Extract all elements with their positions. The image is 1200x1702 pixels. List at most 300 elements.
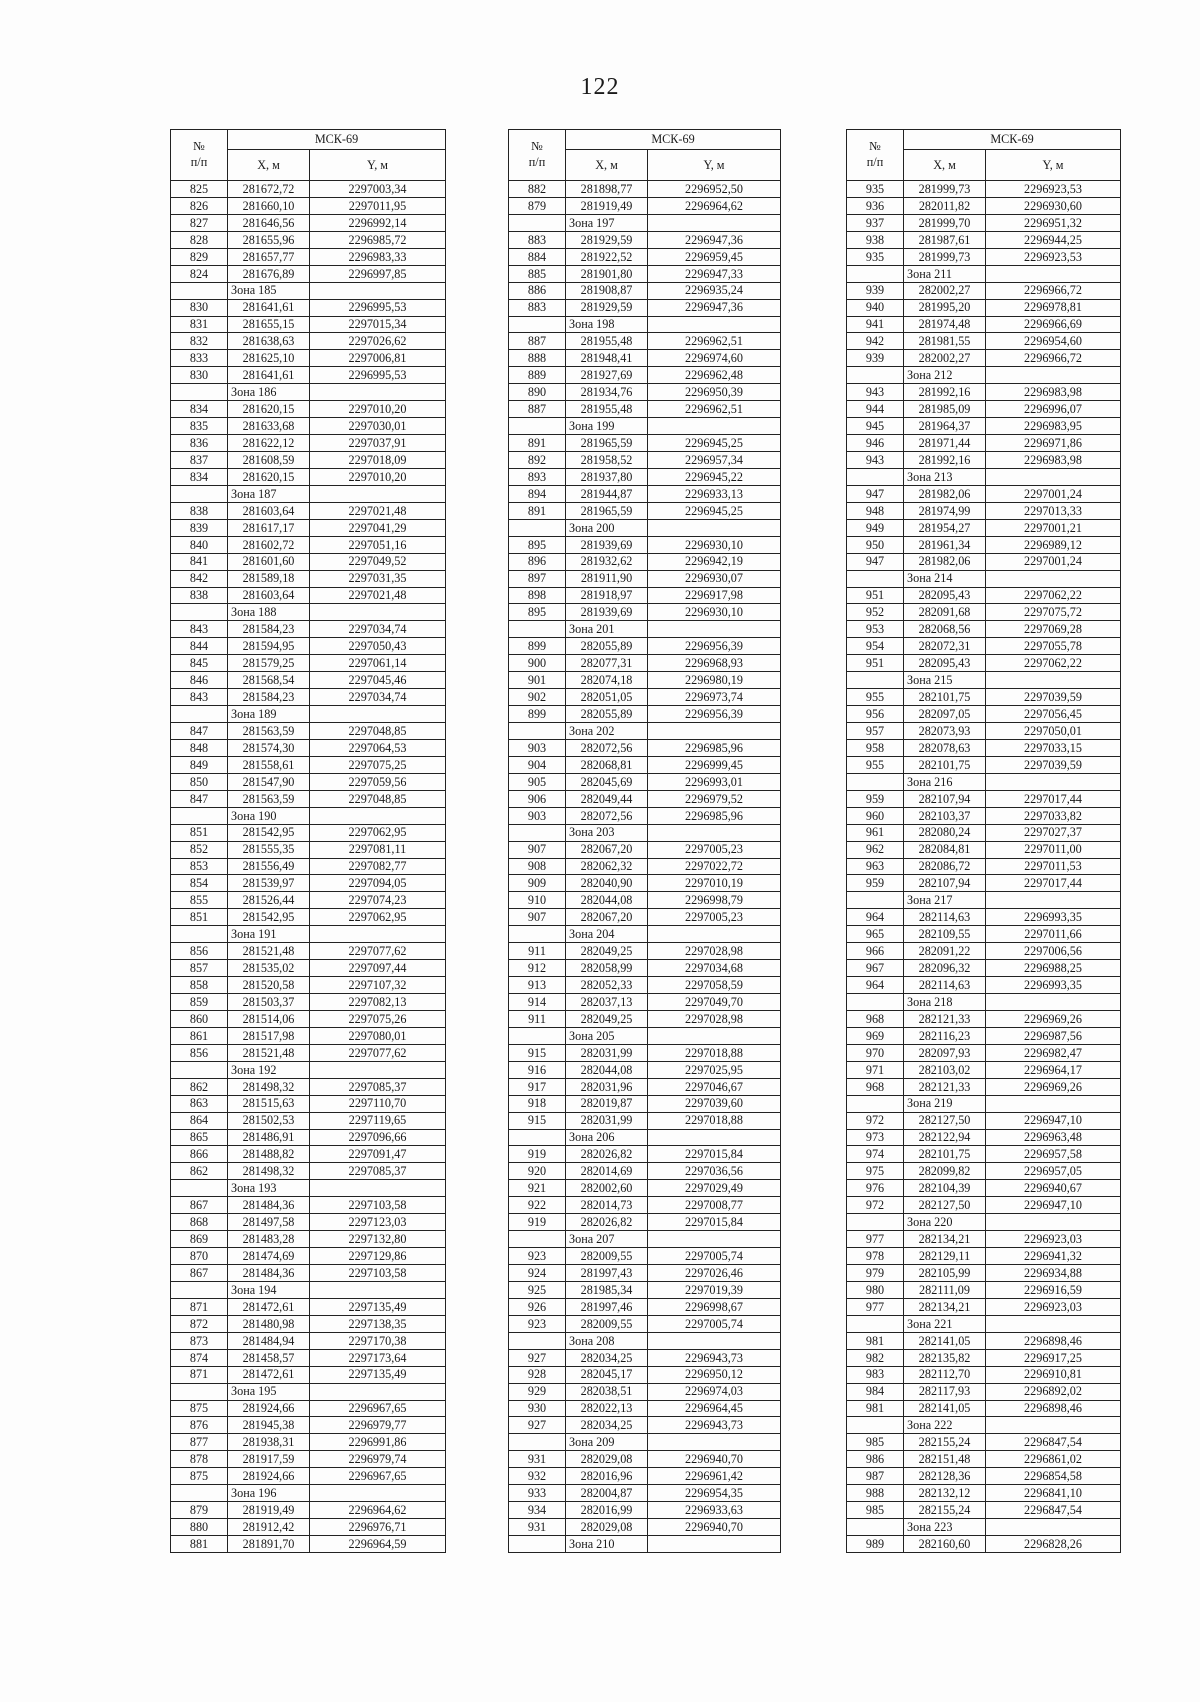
x-coordinate-cell: 282058,99	[566, 960, 648, 977]
table-row	[509, 1281, 781, 1298]
y-coordinate-cell: 2296934,88	[986, 1265, 1121, 1282]
x-coordinate-cell: 282116,23	[904, 1027, 986, 1044]
y-coordinate-cell	[648, 926, 781, 943]
point-number-cell: 952	[847, 604, 904, 621]
point-number-cell: 957	[847, 723, 904, 740]
table-row	[171, 1095, 446, 1112]
zone-label-cell: Зона 190	[228, 807, 310, 824]
table-row	[171, 1265, 446, 1282]
y-coordinate-cell	[648, 1231, 781, 1248]
y-coordinate-cell: 2297010,20	[310, 468, 446, 485]
point-number-cell: 902	[509, 689, 566, 706]
y-coordinate-cell: 2296983,33	[310, 248, 446, 265]
point-number-cell: 964	[847, 909, 904, 926]
table-row	[847, 926, 1121, 943]
zone-label-cell: Зона 218	[904, 994, 986, 1011]
y-coordinate-cell: 2297074,23	[310, 892, 446, 909]
y-coordinate-cell: 2297049,52	[310, 553, 446, 570]
x-coordinate-cell: 281603,64	[228, 587, 310, 604]
x-coordinate-cell: 281556,49	[228, 858, 310, 875]
y-coordinate-cell	[986, 1417, 1121, 1434]
table-row	[847, 824, 1121, 841]
point-number-cell: 875	[171, 1468, 228, 1485]
zone-label-cell: Зона 223	[904, 1519, 986, 1536]
y-coordinate-cell: 2296997,85	[310, 265, 446, 282]
y-coordinate-cell: 2296945,25	[648, 502, 781, 519]
x-coordinate-cell: 281608,59	[228, 452, 310, 469]
point-number-cell: 969	[847, 1027, 904, 1044]
zone-row	[509, 316, 781, 333]
x-coordinate-cell: 282067,20	[566, 909, 648, 926]
y-coordinate-cell: 2296940,70	[648, 1519, 781, 1536]
x-coordinate-cell: 281484,94	[228, 1332, 310, 1349]
y-coordinate-cell: 2296961,42	[648, 1468, 781, 1485]
x-coordinate-cell: 281922,52	[566, 248, 648, 265]
table-body	[847, 181, 1121, 1553]
x-coordinate-cell: 282109,55	[904, 926, 986, 943]
table-row	[509, 384, 781, 401]
y-coordinate-cell: 2297039,59	[986, 756, 1121, 773]
x-coordinate-cell: 282031,96	[566, 1078, 648, 1095]
zone-label-cell: Зона 187	[228, 485, 310, 502]
x-coordinate-cell: 281965,59	[566, 502, 648, 519]
y-coordinate-cell: 2296983,98	[986, 452, 1121, 469]
y-coordinate-cell: 2297080,01	[310, 1027, 446, 1044]
point-number-cell: 964	[847, 977, 904, 994]
table-row	[171, 299, 446, 316]
zone-row	[847, 892, 1121, 909]
point-number-cell: 934	[509, 1502, 566, 1519]
point-number-cell: 897	[509, 570, 566, 587]
point-number-cell: 864	[171, 1112, 228, 1129]
x-coordinate-cell: 281901,80	[566, 265, 648, 282]
y-coordinate-cell	[310, 1061, 446, 1078]
y-coordinate-cell: 2296954,60	[986, 333, 1121, 350]
x-coordinate-cell: 281526,44	[228, 892, 310, 909]
table-row	[509, 1163, 781, 1180]
x-coordinate-cell: 281488,82	[228, 1146, 310, 1163]
table-row	[847, 1061, 1121, 1078]
point-number-cell: 938	[847, 231, 904, 248]
point-number-cell: 874	[171, 1349, 228, 1366]
table-row	[847, 384, 1121, 401]
point-number-cell: 891	[509, 435, 566, 452]
y-coordinate-cell: 2297094,05	[310, 875, 446, 892]
table-row	[171, 858, 446, 875]
x-coordinate-cell: 281997,43	[566, 1265, 648, 1282]
point-number-cell: 958	[847, 739, 904, 756]
table-row	[171, 994, 446, 1011]
x-coordinate-cell: 281515,63	[228, 1095, 310, 1112]
x-coordinate-cell: 282097,05	[904, 706, 986, 723]
x-coordinate-cell: 282040,90	[566, 875, 648, 892]
point-number-cell: 919	[509, 1146, 566, 1163]
x-coordinate-cell: 281568,54	[228, 672, 310, 689]
point-number-cell	[509, 214, 566, 231]
y-coordinate-cell: 2297036,56	[648, 1163, 781, 1180]
point-number-cell: 890	[509, 384, 566, 401]
table-row	[171, 1078, 446, 1095]
zone-row	[171, 1180, 446, 1197]
table-row	[509, 1010, 781, 1027]
point-number-cell: 825	[171, 181, 228, 198]
y-coordinate-cell: 2296933,13	[648, 485, 781, 502]
table-row	[847, 502, 1121, 519]
y-coordinate-cell: 2296978,81	[986, 299, 1121, 316]
table-row	[847, 1231, 1121, 1248]
point-number-cell: 877	[171, 1434, 228, 1451]
table-row	[847, 333, 1121, 350]
table-row	[171, 401, 446, 418]
y-coordinate-cell: 2297015,84	[648, 1214, 781, 1231]
y-coordinate-cell: 2296962,48	[648, 367, 781, 384]
table-row	[171, 214, 446, 231]
table-row	[171, 1519, 446, 1536]
point-number-cell: 978	[847, 1248, 904, 1265]
x-coordinate-cell: 281939,69	[566, 604, 648, 621]
table-row	[171, 1044, 446, 1061]
y-coordinate-cell: 2297005,74	[648, 1248, 781, 1265]
point-number-cell: 939	[847, 282, 904, 299]
x-coordinate-cell: 282077,31	[566, 655, 648, 672]
table-row	[171, 553, 446, 570]
y-coordinate-cell: 2297039,60	[648, 1095, 781, 1112]
point-number-cell: 856	[171, 943, 228, 960]
table-row	[847, 1298, 1121, 1315]
header-x: X, м	[904, 150, 986, 181]
point-number-cell: 851	[171, 824, 228, 841]
table-row	[847, 316, 1121, 333]
point-number-cell: 949	[847, 519, 904, 536]
point-number-cell: 977	[847, 1231, 904, 1248]
x-coordinate-cell: 281638,63	[228, 333, 310, 350]
x-coordinate-cell: 281912,42	[228, 1519, 310, 1536]
x-coordinate-cell: 282078,63	[904, 739, 986, 756]
point-number-cell	[171, 1281, 228, 1298]
x-coordinate-cell: 281483,28	[228, 1231, 310, 1248]
x-coordinate-cell: 282051,05	[566, 689, 648, 706]
x-coordinate-cell: 282016,96	[566, 1468, 648, 1485]
point-number-cell: 935	[847, 248, 904, 265]
table-row	[847, 248, 1121, 265]
table-row	[509, 1248, 781, 1265]
zone-row	[171, 485, 446, 502]
header-number: № п/п	[171, 130, 228, 181]
x-coordinate-cell: 281521,48	[228, 1044, 310, 1061]
table-row	[171, 723, 446, 740]
y-coordinate-cell: 2296947,33	[648, 265, 781, 282]
table-row	[509, 1468, 781, 1485]
point-number-cell: 927	[509, 1349, 566, 1366]
table-row	[171, 1197, 446, 1214]
zone-label-cell: Зона 206	[566, 1129, 648, 1146]
point-number-cell: 913	[509, 977, 566, 994]
x-coordinate-cell: 281958,52	[566, 452, 648, 469]
point-number-cell: 959	[847, 875, 904, 892]
point-number-cell: 888	[509, 350, 566, 367]
x-coordinate-cell: 282002,60	[566, 1180, 648, 1197]
x-coordinate-cell: 282034,25	[566, 1417, 648, 1434]
y-coordinate-cell: 2297062,95	[310, 824, 446, 841]
table-row	[171, 1451, 446, 1468]
y-coordinate-cell: 2297018,09	[310, 452, 446, 469]
y-coordinate-cell: 2297006,81	[310, 350, 446, 367]
point-number-cell: 951	[847, 587, 904, 604]
point-number-cell: 916	[509, 1061, 566, 1078]
point-number-cell: 948	[847, 502, 904, 519]
point-number-cell	[171, 807, 228, 824]
x-coordinate-cell: 282072,56	[566, 739, 648, 756]
x-coordinate-cell: 282037,13	[566, 994, 648, 1011]
x-coordinate-cell: 281948,41	[566, 350, 648, 367]
y-coordinate-cell: 2296950,39	[648, 384, 781, 401]
point-number-cell	[509, 316, 566, 333]
x-coordinate-cell: 281999,73	[904, 181, 986, 198]
coordinate-table-column-1	[170, 129, 446, 1553]
point-number-cell: 826	[171, 197, 228, 214]
table-row	[171, 1146, 446, 1163]
y-coordinate-cell: 2296995,53	[310, 299, 446, 316]
point-number-cell: 867	[171, 1197, 228, 1214]
table-row	[509, 502, 781, 519]
y-coordinate-cell: 2297013,33	[986, 502, 1121, 519]
y-coordinate-cell: 2297021,48	[310, 587, 446, 604]
table-row	[847, 790, 1121, 807]
zone-label-cell: Зона 193	[228, 1180, 310, 1197]
y-coordinate-cell: 2297077,62	[310, 943, 446, 960]
table-row	[847, 1163, 1121, 1180]
zone-row	[509, 1231, 781, 1248]
table-row	[847, 299, 1121, 316]
table-row	[171, 265, 446, 282]
x-coordinate-cell: 281486,91	[228, 1129, 310, 1146]
x-coordinate-cell: 281672,72	[228, 181, 310, 198]
point-number-cell: 903	[509, 739, 566, 756]
y-coordinate-cell: 2297001,24	[986, 553, 1121, 570]
y-coordinate-cell: 2296943,73	[648, 1417, 781, 1434]
table-row	[847, 1366, 1121, 1383]
table-row	[171, 1231, 446, 1248]
x-coordinate-cell: 282103,02	[904, 1061, 986, 1078]
zone-label-cell: Зона 197	[566, 214, 648, 231]
point-number-cell: 900	[509, 655, 566, 672]
point-number-cell	[509, 723, 566, 740]
table-row	[509, 892, 781, 909]
table-row	[509, 960, 781, 977]
table-row	[509, 333, 781, 350]
point-number-cell: 942	[847, 333, 904, 350]
y-coordinate-cell	[986, 994, 1121, 1011]
table-row	[847, 1197, 1121, 1214]
table-row	[847, 960, 1121, 977]
x-coordinate-cell: 281563,59	[228, 723, 310, 740]
y-coordinate-cell: 2297010,19	[648, 875, 781, 892]
y-coordinate-cell: 2296979,77	[310, 1417, 446, 1434]
table-row	[171, 672, 446, 689]
zone-label-cell: Зона 220	[904, 1214, 986, 1231]
point-number-cell	[171, 1180, 228, 1197]
zone-row	[847, 1214, 1121, 1231]
zone-label-cell: Зона 199	[566, 418, 648, 435]
point-number-cell: 843	[171, 621, 228, 638]
table-row	[171, 468, 446, 485]
y-coordinate-cell: 2297103,58	[310, 1197, 446, 1214]
point-number-cell: 850	[171, 773, 228, 790]
x-coordinate-cell: 282019,87	[566, 1095, 648, 1112]
x-coordinate-cell: 281542,95	[228, 909, 310, 926]
x-coordinate-cell: 281484,36	[228, 1265, 310, 1282]
table-row	[847, 807, 1121, 824]
x-coordinate-cell: 282072,31	[904, 638, 986, 655]
x-coordinate-cell: 282141,05	[904, 1332, 986, 1349]
x-coordinate-cell: 282128,36	[904, 1468, 986, 1485]
point-number-cell: 904	[509, 756, 566, 773]
table-row	[509, 841, 781, 858]
point-number-cell: 841	[171, 553, 228, 570]
point-number-cell: 989	[847, 1536, 904, 1553]
zone-label-cell: Зона 207	[566, 1231, 648, 1248]
y-coordinate-cell: 2297123,03	[310, 1214, 446, 1231]
y-coordinate-cell: 2296941,32	[986, 1248, 1121, 1265]
y-coordinate-cell: 2296967,65	[310, 1400, 446, 1417]
table-row	[509, 1502, 781, 1519]
x-coordinate-cell: 282068,81	[566, 756, 648, 773]
y-coordinate-cell: 2296945,25	[648, 435, 781, 452]
point-number-cell	[509, 1129, 566, 1146]
y-coordinate-cell: 2297025,95	[648, 1061, 781, 1078]
y-coordinate-cell: 2297015,34	[310, 316, 446, 333]
point-number-cell: 963	[847, 858, 904, 875]
table-row	[847, 1502, 1121, 1519]
table-row	[509, 1044, 781, 1061]
x-coordinate-cell: 282080,24	[904, 824, 986, 841]
y-coordinate-cell: 2296998,79	[648, 892, 781, 909]
point-number-cell: 876	[171, 1417, 228, 1434]
point-number-cell: 919	[509, 1214, 566, 1231]
y-coordinate-cell	[310, 1383, 446, 1400]
x-coordinate-cell: 282004,87	[566, 1485, 648, 1502]
zone-row	[509, 723, 781, 740]
point-number-cell	[847, 1214, 904, 1231]
zone-label-cell: Зона 221	[904, 1315, 986, 1332]
table-row	[171, 977, 446, 994]
point-number-cell: 917	[509, 1078, 566, 1095]
y-coordinate-cell	[986, 1315, 1121, 1332]
point-number-cell	[847, 570, 904, 587]
zone-row	[509, 1434, 781, 1451]
zone-label-cell: Зона 204	[566, 926, 648, 943]
table-row	[847, 1451, 1121, 1468]
y-coordinate-cell: 2296980,19	[648, 672, 781, 689]
table-row	[171, 824, 446, 841]
x-coordinate-cell: 281620,15	[228, 468, 310, 485]
point-number-cell: 839	[171, 519, 228, 536]
y-coordinate-cell: 2296962,51	[648, 401, 781, 418]
table-row	[847, 689, 1121, 706]
zone-row	[847, 570, 1121, 587]
x-coordinate-cell: 281497,58	[228, 1214, 310, 1231]
y-coordinate-cell: 2297034,68	[648, 960, 781, 977]
y-coordinate-cell: 2296957,05	[986, 1163, 1121, 1180]
header-y: Y, м	[310, 150, 446, 181]
y-coordinate-cell: 2296916,59	[986, 1281, 1121, 1298]
y-coordinate-cell: 2296993,35	[986, 909, 1121, 926]
point-number-cell: 985	[847, 1502, 904, 1519]
x-coordinate-cell: 282052,33	[566, 977, 648, 994]
point-number-cell: 860	[171, 1010, 228, 1027]
y-coordinate-cell: 2296898,46	[986, 1332, 1121, 1349]
table-row	[847, 1129, 1121, 1146]
point-number-cell	[509, 519, 566, 536]
x-coordinate-cell: 281676,89	[228, 265, 310, 282]
point-number-cell: 947	[847, 553, 904, 570]
table-row	[171, 502, 446, 519]
y-coordinate-cell: 2296971,86	[986, 435, 1121, 452]
y-coordinate-cell: 2297062,22	[986, 587, 1121, 604]
x-coordinate-cell: 281547,90	[228, 773, 310, 790]
x-coordinate-cell: 281646,56	[228, 214, 310, 231]
x-coordinate-cell: 281472,61	[228, 1298, 310, 1315]
x-coordinate-cell: 282151,48	[904, 1451, 986, 1468]
zone-label-cell: Зона 191	[228, 926, 310, 943]
zone-label-cell: Зона 200	[566, 519, 648, 536]
point-number-cell: 959	[847, 790, 904, 807]
point-number-cell: 911	[509, 943, 566, 960]
y-coordinate-cell: 2296996,07	[986, 401, 1121, 418]
y-coordinate-cell: 2296917,25	[986, 1349, 1121, 1366]
y-coordinate-cell: 2297029,49	[648, 1180, 781, 1197]
x-coordinate-cell: 281535,02	[228, 960, 310, 977]
zone-row	[509, 519, 781, 536]
table-row	[847, 909, 1121, 926]
x-coordinate-cell: 281955,48	[566, 401, 648, 418]
x-coordinate-cell: 281503,37	[228, 994, 310, 1011]
point-number-cell: 968	[847, 1078, 904, 1095]
y-coordinate-cell: 2296930,07	[648, 570, 781, 587]
x-coordinate-cell: 282049,25	[566, 1010, 648, 1027]
zone-label-cell: Зона 211	[904, 265, 986, 282]
table-row	[171, 1027, 446, 1044]
table-row	[509, 1383, 781, 1400]
point-number-cell: 968	[847, 1010, 904, 1027]
table-row	[509, 1485, 781, 1502]
zone-label-cell: Зона 203	[566, 824, 648, 841]
y-coordinate-cell: 2296940,67	[986, 1180, 1121, 1197]
y-coordinate-cell	[648, 1434, 781, 1451]
table-row	[509, 1095, 781, 1112]
table-row	[509, 655, 781, 672]
table-row	[847, 282, 1121, 299]
table-row	[847, 1400, 1121, 1417]
point-number-cell: 950	[847, 536, 904, 553]
point-number-cell: 827	[171, 214, 228, 231]
zone-row	[847, 468, 1121, 485]
zone-label-cell: Зона 186	[228, 384, 310, 401]
y-coordinate-cell	[310, 926, 446, 943]
x-coordinate-cell: 282160,60	[904, 1536, 986, 1553]
y-coordinate-cell: 2296968,93	[648, 655, 781, 672]
y-coordinate-cell: 2297027,37	[986, 824, 1121, 841]
x-coordinate-cell: 282095,43	[904, 655, 986, 672]
y-coordinate-cell: 2297030,01	[310, 418, 446, 435]
table-row	[171, 1010, 446, 1027]
y-coordinate-cell: 2296944,25	[986, 231, 1121, 248]
y-coordinate-cell: 2297173,64	[310, 1349, 446, 1366]
point-number-cell: 987	[847, 1468, 904, 1485]
point-number-cell: 918	[509, 1095, 566, 1112]
x-coordinate-cell: 282097,93	[904, 1044, 986, 1061]
coordinate-table-column-2	[508, 129, 781, 1553]
